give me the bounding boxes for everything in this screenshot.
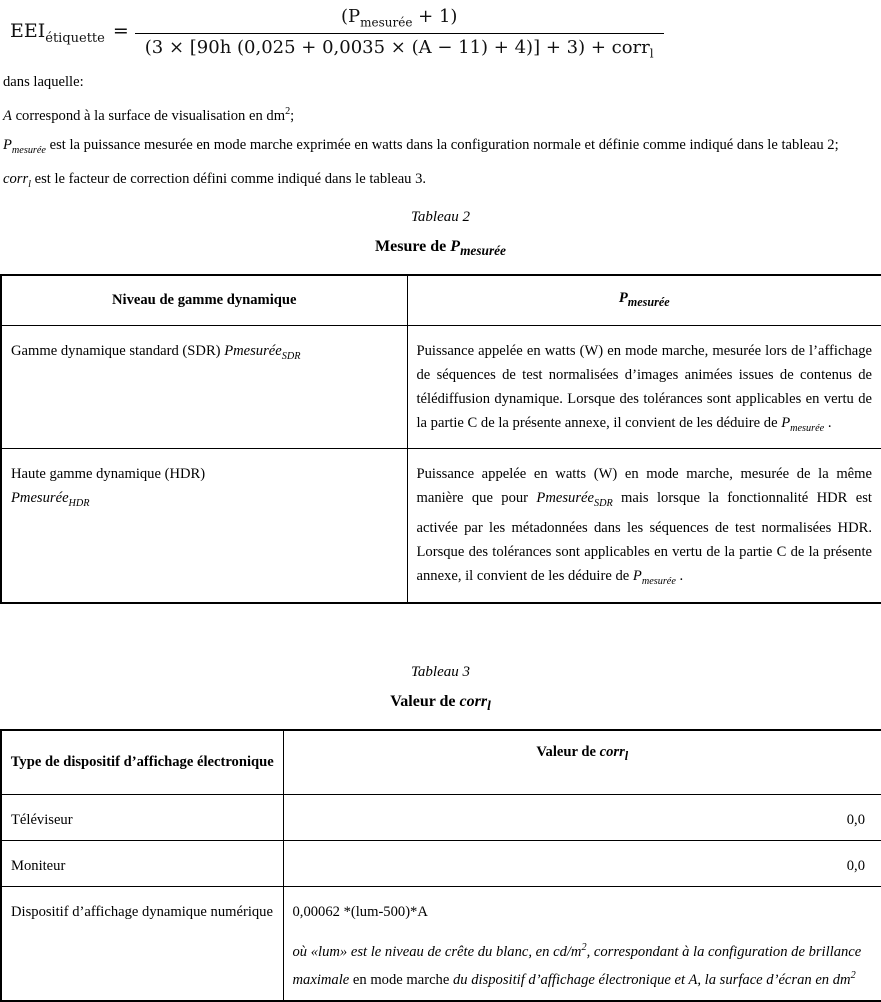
row2-desc-tail: .: [675, 568, 684, 585]
row2-type-subscript: HDR: [68, 498, 90, 510]
equals-sign: =: [112, 20, 129, 43]
row2-desc-subscript-sdr: SDR: [593, 498, 613, 510]
row2-type-line1: Haute gamme dynamique (HDR): [11, 466, 206, 483]
row2-type-line2: [11, 486, 398, 516]
row1-desc-subscript: mesurée: [790, 422, 825, 434]
numerator-subscript: mesurée: [360, 15, 413, 30]
variable-p: P: [3, 137, 12, 154]
definition-a: [3, 97, 877, 131]
row3-note-sup2: 2: [850, 969, 856, 981]
eei-formula: [0, 0, 881, 60]
row3-note-text2: , correspondant à la configuration de brillance maximale: [292, 943, 862, 988]
table3-row3-value: [283, 886, 881, 1000]
row2-desc-variable-sdr: Pmesurée: [536, 490, 594, 507]
formula-lhs-base: EEI: [10, 20, 46, 43]
row3-note-text1: où «lum» est le niveau de crête du blanc, en cd/m: [292, 943, 582, 960]
table3-title-subscript: l: [487, 698, 491, 714]
table3-row1-type: Téléviseur: [1, 794, 283, 840]
row3-formula: 0,00062 *(lum-500)*A: [292, 903, 428, 920]
row2-desc-variable-p: P: [632, 568, 642, 585]
row3-note: [293, 936, 873, 992]
table2-header-pmesuree: [407, 275, 881, 325]
formula-lhs: [10, 20, 135, 46]
table2-row2-description: [407, 449, 881, 603]
table3-header-row: [1, 730, 881, 794]
table-row: [1, 886, 881, 1000]
row1-desc-variable: P: [781, 414, 791, 431]
table3-row2-type: Moniteur: [1, 840, 283, 886]
variable-a: A: [3, 108, 12, 125]
row1-type-subscript: SDR: [281, 350, 301, 362]
denominator-text: (3 × [90h (0,025 + 0,0035 × (A − 11) + 4)] + 3) + corr: [144, 36, 650, 58]
table3-title-text: Valeur de: [390, 693, 460, 711]
numerator-tail: + 1): [412, 6, 458, 27]
table2-row1-type: [1, 325, 407, 449]
table3-row1-value: 0,0: [283, 794, 881, 840]
table2-row2-type: [1, 449, 407, 603]
row1-type-variable: Pmesurée: [224, 342, 282, 359]
table3-header-valeur: [283, 730, 881, 794]
formula-lhs-subscript: étiquette: [45, 30, 105, 46]
table2-title: [0, 236, 881, 261]
intro-lead: dans laquelle:: [3, 74, 84, 91]
squared-exponent: 2: [285, 106, 291, 118]
row3-note-roman: en mode marche: [352, 971, 453, 988]
intro-section: [0, 60, 881, 199]
table-row: [1, 794, 881, 840]
definition-corr: [3, 165, 877, 199]
denominator-subscript: l: [649, 46, 654, 61]
definition-p-mesuree: [3, 131, 877, 165]
table2-header-niveau: Niveau de gamme dynamique: [1, 275, 407, 325]
table-valeur-corr: [0, 729, 881, 1001]
formula-fraction: [135, 6, 664, 60]
table3-row3-type: Dispositif d’affichage dynamique numérique: [1, 886, 283, 1000]
row2-desc-text1: Puissance appelée en watts (W) en mode marche, mesurée de la même manière que pour: [416, 466, 872, 507]
table3-row2-value: 0,0: [283, 840, 881, 886]
row3-note-sup1: 2: [581, 941, 587, 953]
formula-denominator: [135, 33, 664, 61]
table3-header-variable: corr: [599, 744, 625, 761]
formula-numerator: [331, 6, 467, 33]
row2-desc-subscript-p: mesurée: [641, 576, 676, 588]
numerator-text: (P: [340, 6, 361, 27]
definition-p-text: est la puissance mesurée en mode marche exprimée en watts dans la configuration normale et définie comme indiqué dans le tableau 2;: [45, 137, 839, 154]
table2-title-variable: P: [450, 237, 461, 255]
table2-row1-description: [407, 325, 881, 449]
table2-header-row: [1, 275, 881, 325]
table2-header-variable: P: [618, 290, 628, 307]
row2-desc-text2: mais lorsque la fonctionnalité HDR est activée par les métadonnées dans les séquences de test normalisées HDR. Lorsque des tolérances sont applicables en vertu de la partie C de la présente annexe, il convient de les déduire de: [416, 490, 872, 585]
definition-a-text: correspond à la surface de visualisation en dm: [11, 108, 286, 125]
table2-header-subscript: mesurée: [627, 295, 670, 310]
table3-title-variable: corr: [459, 693, 488, 711]
table3-header-text: Valeur de: [536, 744, 600, 761]
table-row: [1, 325, 881, 449]
definition-a-tail: ;: [290, 108, 295, 125]
table3-title: [0, 691, 881, 716]
table2-title-subscript: mesurée: [460, 243, 506, 259]
table3-caption: Tableau 3: [410, 664, 471, 681]
row3-note-text3: du dispositif d’affichage électronique et A, la surface d’écran en dm: [452, 971, 851, 988]
spacer: [0, 604, 881, 654]
table3-header-subscript: l: [624, 749, 629, 764]
row1-desc-text: Puissance appelée en watts (W) en mode marche, mesurée lors de l’affichage de séquences de test normalisées d’images animées issues de contenus de télédiffusion dynamique. Lorsque des tolérances sont applicables en vertu de la partie C de la présente annexe, il convient de les déduire de: [416, 342, 872, 431]
table3-header-type: Type de dispositif d’affichage électronique: [1, 730, 283, 794]
variable-p-subscript: mesurée: [11, 144, 46, 156]
table-mesure-pmesuree: [0, 274, 881, 604]
table2-caption: Tableau 2: [410, 208, 471, 225]
table-row: [1, 449, 881, 603]
definition-corr-text: est le facteur de correction défini comme indiqué dans le tableau 3.: [30, 170, 427, 187]
row2-type-variable: Pmesurée: [11, 490, 69, 507]
table-row: [1, 840, 881, 886]
variable-corr-subscript: l: [28, 178, 31, 190]
row1-type-text: Gamme dynamique standard (SDR): [11, 342, 225, 359]
row1-desc-tail: .: [824, 414, 832, 431]
variable-corr: corr: [3, 170, 29, 187]
table2-title-text: Mesure de: [375, 237, 451, 255]
